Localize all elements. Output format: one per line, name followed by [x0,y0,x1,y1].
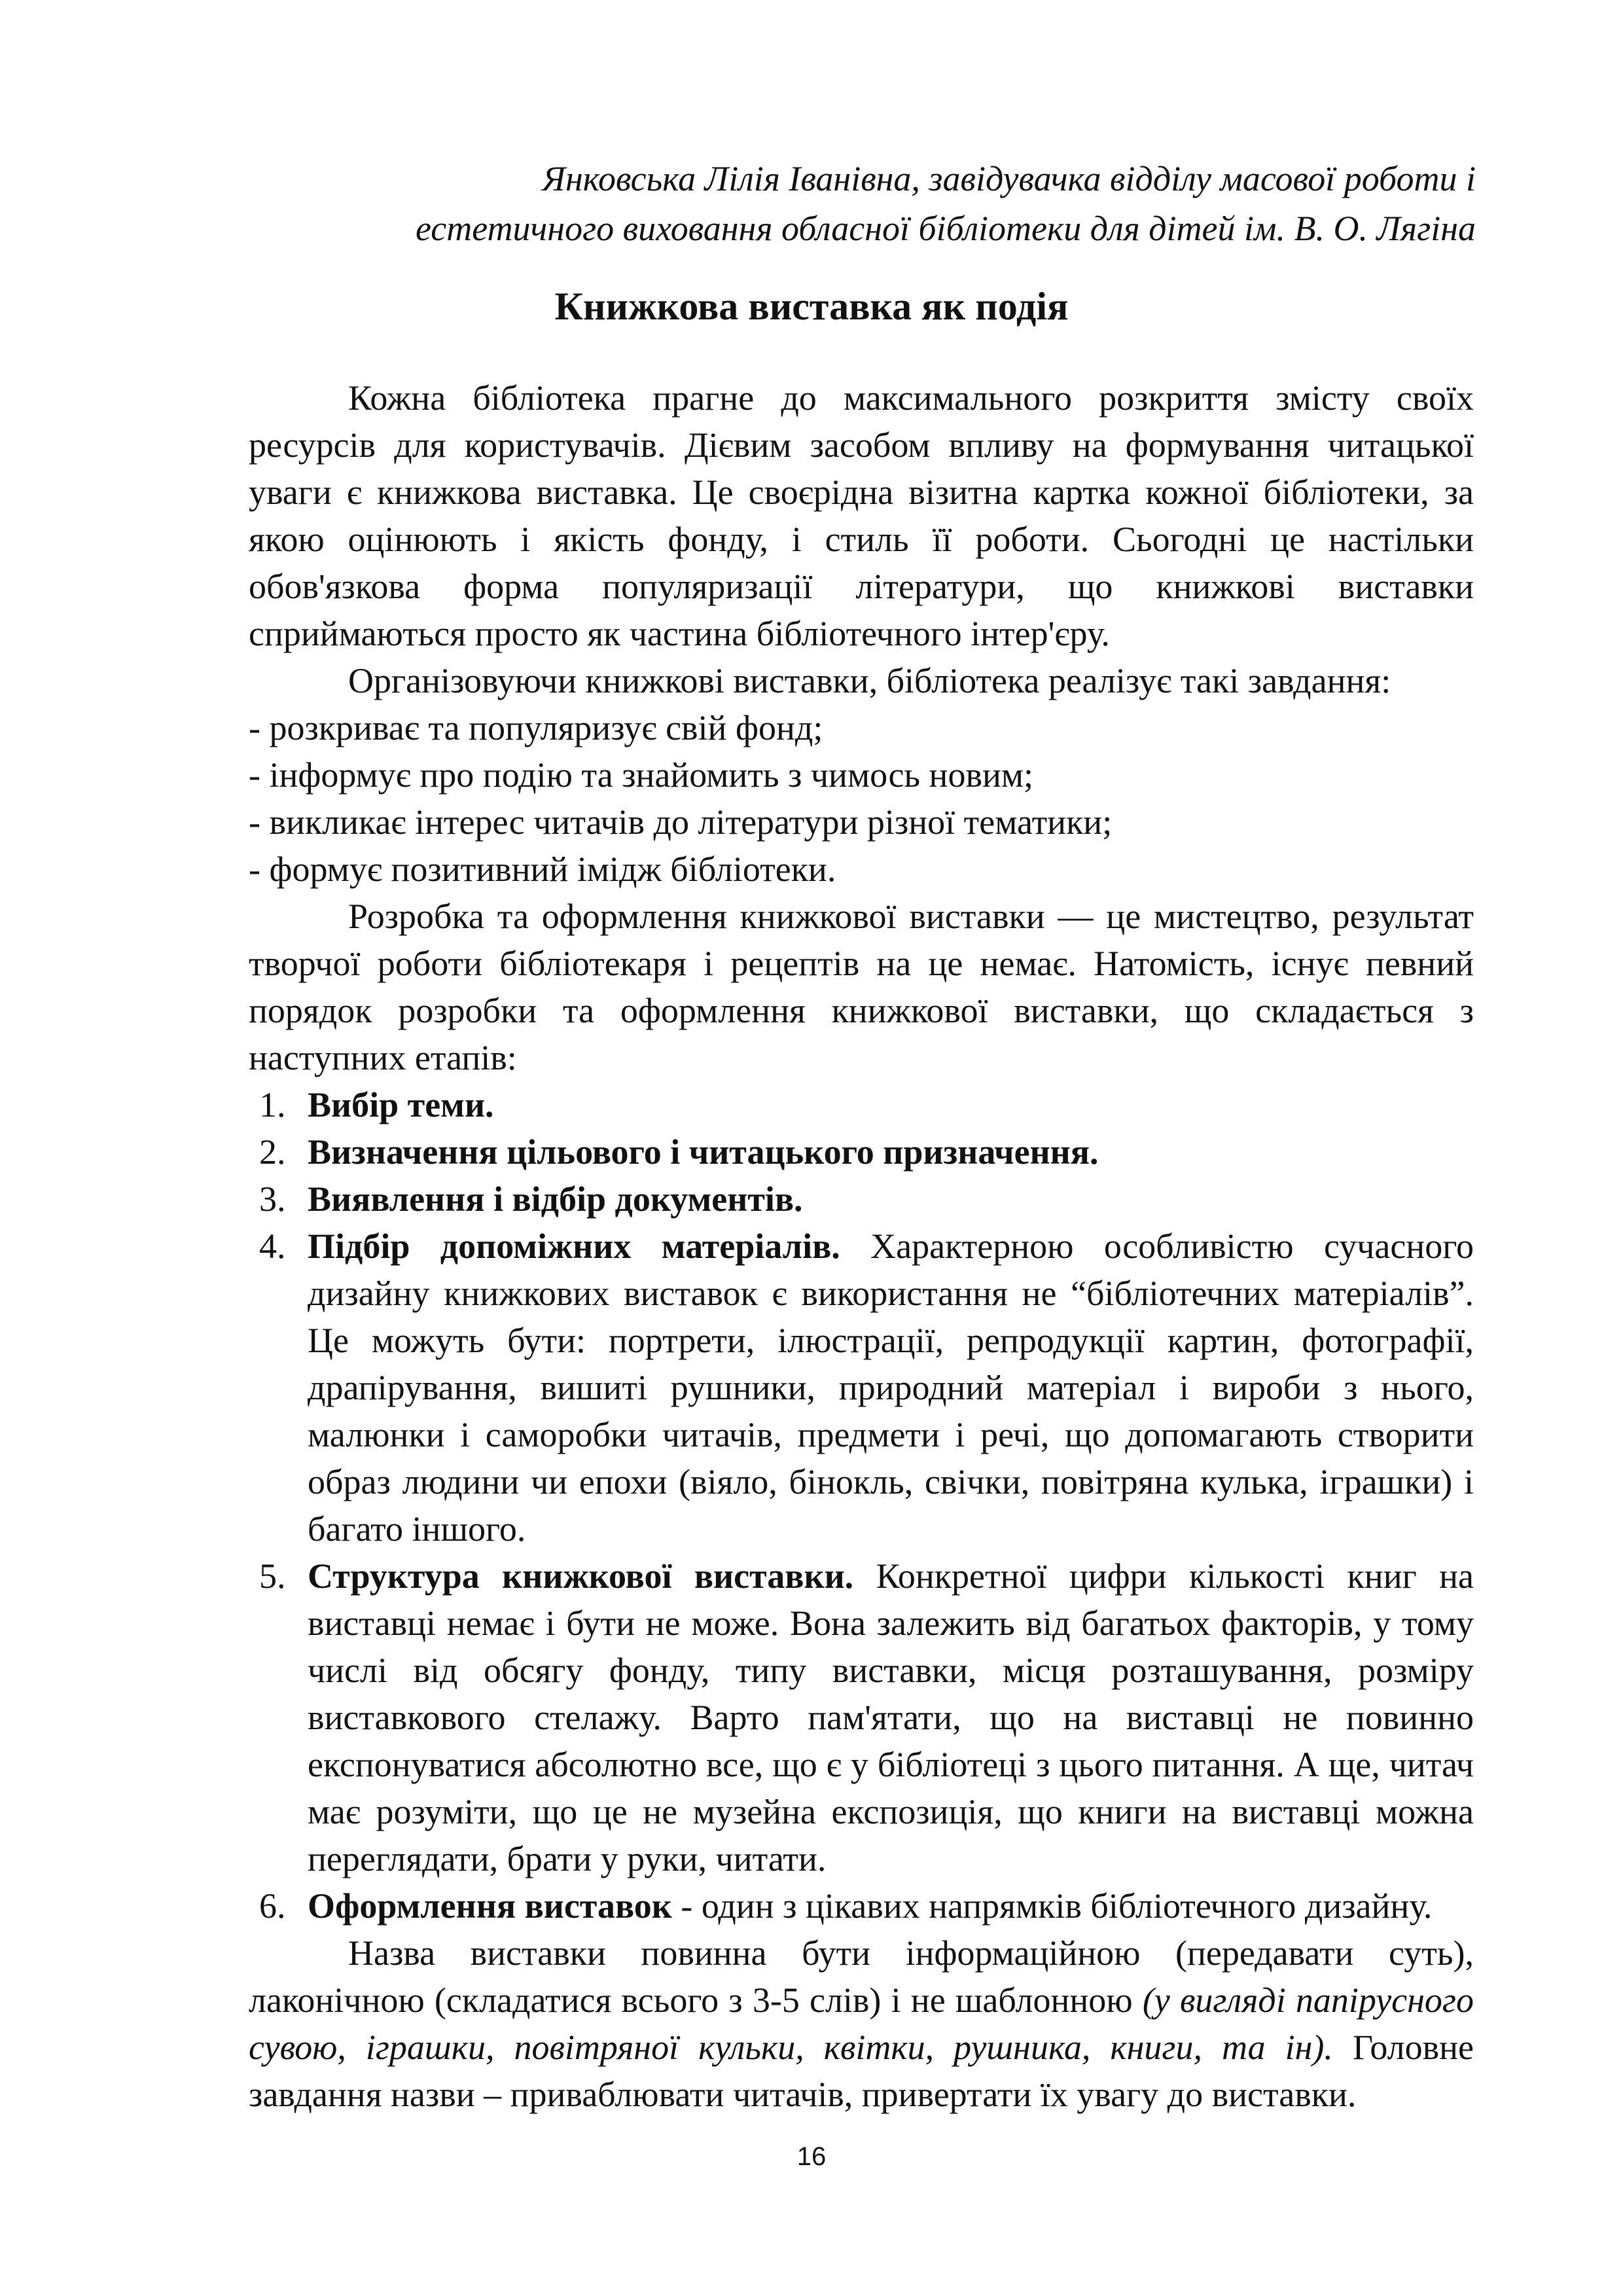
stage-heading: Виявлення і відбір документів. [308,1179,803,1219]
page-number: 16 [796,2142,827,2171]
stage-heading: Підбір допоміжних матеріалів. [308,1227,840,1266]
author-line-1: Янковська Лілія Іванівна, завідувачка відділу масової роботи і [542,159,1476,198]
stage-number: 4. [259,1227,286,1266]
stage-item [249,1175,1474,1223]
stage-item [249,1552,1474,1882]
stage-item [249,1882,1474,1929]
task-item: - формує позитивний імідж бібліотеки. [249,850,836,889]
stage-number: 3. [259,1179,286,1219]
author-attribution [101,154,1476,253]
stage-number: 1. [259,1085,286,1124]
tasks-intro: Організовуючи книжкові виставки, бібліотека реалізує такі завдання: [348,661,1391,700]
stage-number: 5. [259,1556,286,1596]
stage-number: 6. [259,1886,286,1926]
stage-heading: Визначення цільового і читацького призначення. [308,1132,1099,1172]
stage-text: Характерною особливістю сучасного дизайну книжкових виставок є використання не “бібліотечних матеріалів”. Це можуть бути: портрети, ілюстрації, репродукції картин, фотографії, драпірування, вишиті рушники, природний матеріал і вироби з нього, малюнки і саморобки читачів, предмети і речі, що допомагають створити образ людини чи епохи (віяло, бінокль, свічки, повітряна кулька, іграшки) і багато іншого. [308,1227,1474,1549]
author-line-2: естетичного виховання обласної бібліотеки для дітей ім. В. О. Лягіна [416,209,1476,248]
stage-heading: Структура книжкової виставки. [308,1556,854,1596]
stages-list [249,1081,1474,1929]
closing-italic-text: (у вигляді папірусного сувою, іграшки, повітряної кульки, квітки, рушника, книги, та ін). [249,1981,1474,2067]
stage-item [249,1081,1474,1128]
stage-item [249,1223,1474,1552]
task-item: - розкриває та популяризує свій фонд; [249,708,823,747]
page-title: Книжкова виставка як подія [554,285,1069,328]
stage-heading: Вибір теми. [308,1085,494,1124]
stage-text: Конкретної цифри кількості книг на виставці немає і бути не може. Вона залежить від багатьох факторів, у тому числі від обсягу фонду, типу виставки, місця розташування, розміру виставкового стелажу. Варто пам'ятати, що на виставці не повинно експонуватися абсолютно все, що є у бібліотеці з цього питання. А ще, читач має розуміти, що це не музейна експозиція, що книги на виставці можна переглядати, брати у руки, читати. [308,1556,1474,1878]
stages-intro: Розробка та оформлення книжкової виставки — це мистецтво, результат творчої роботи бібліотекаря і рецептів на це немає. Натомість, існує певний порядок розробки та оформлення книжкової виставки, що складається з наступних етапів: [249,897,1474,1077]
task-item: - інформує про подію та знайомить з чимось новим; [249,755,1034,795]
article-body [249,374,1474,2118]
stage-item [249,1128,1474,1175]
closing-paragraph [249,1929,1474,2118]
task-item: - викликає інтерес читачів до літератури різної тематики; [249,802,1113,842]
intro-paragraph: Кожна бібліотека прагне до максимального розкриття змісту своїх ресурсів для користувачів. Дієвим засобом впливу на формування читацької уваги є книжкова виставка. Це своєрідна візитна картка кожної бібліотеки, за якою оцінюють і якість фонду, і стиль її роботи. Сьогодні це настільки обов'язкова форма популяризації літератури, що книжкові виставки сприймаються просто як частина бібліотечного інтер'єру. [249,378,1474,653]
closing-text-end: Головне завдання назви – приваблювати читачів, привертати їх увагу до виставки. [249,2028,1474,2114]
stage-number: 2. [259,1132,286,1172]
stage-heading: Оформлення виставок [308,1886,672,1926]
closing-text: Назва виставки повинна бути інформаційною (передавати суть), лаконічною (складатися всього з 3-5 слів) і не шаблонною [249,1933,1474,2020]
stage-text: - один з цікавих напрямків бібліотечного дизайну. [671,1886,1433,1926]
